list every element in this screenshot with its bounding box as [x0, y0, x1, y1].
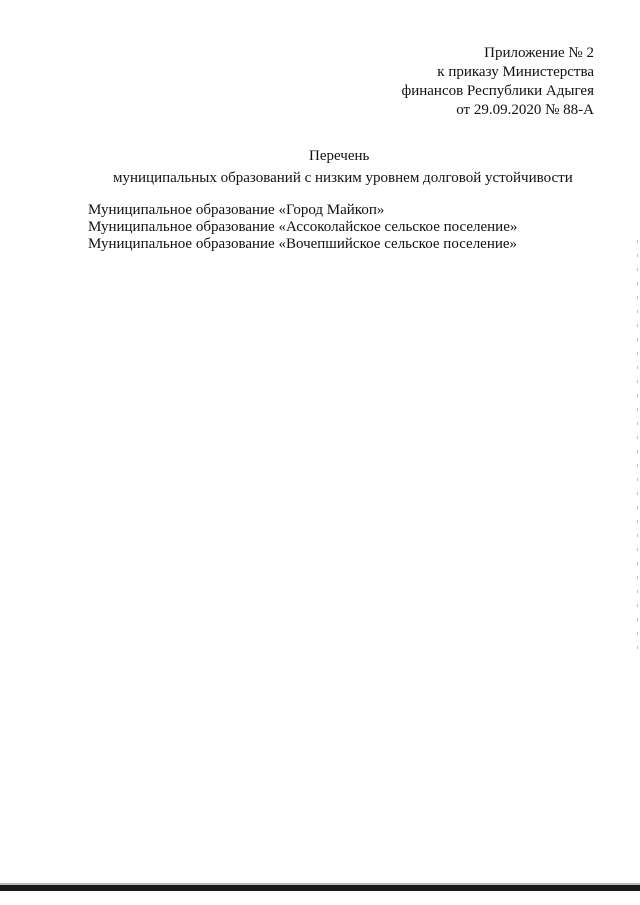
scan-bottom-border — [0, 885, 640, 891]
appendix-number: Приложение № 2 — [484, 45, 594, 61]
list-item: Муниципальное образование «Вочепшийское сельское поселение» — [88, 236, 518, 252]
scan-edge-artifact — [637, 240, 638, 660]
order-reference: к приказу Министерства — [437, 64, 594, 80]
list-item: Муниципальное образование «Город Майкоп» — [88, 202, 385, 218]
document-subtitle: муниципальных образований с низким уровнем долговой устойчивости — [113, 170, 573, 186]
municipality-list — [88, 202, 517, 253]
order-date-number: от 29.09.2020 № 88-А — [456, 102, 594, 118]
appendix-header — [401, 44, 594, 120]
ministry-name: финансов Республики Адыгея — [401, 83, 594, 99]
list-item: Муниципальное образование «Ассоколайское сельское поселение» — [88, 219, 518, 235]
document-title: Перечень — [309, 148, 370, 164]
